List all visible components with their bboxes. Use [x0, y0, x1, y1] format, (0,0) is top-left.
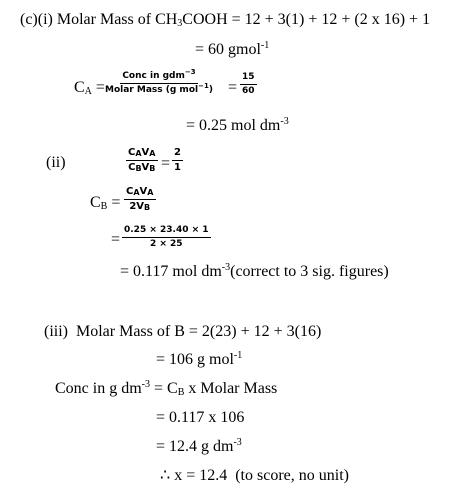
ca-lhs: $C_A$ = — [74, 79, 105, 97]
ratio-eq: = — [161, 155, 171, 172]
conc-result: = 12.4 g $dm^{-3}$ — [156, 437, 242, 455]
ca-formula-numerator: Conc in gdm$^{-3}$ — [120, 72, 197, 84]
cb-fraction: CAVA 2VB — [126, 186, 154, 212]
ca-result: = 0.25 mol $dm^{-3}$ — [186, 116, 289, 134]
part-iii-label: (iii) — [44, 323, 68, 340]
x-result: ∴ x = 12.4 (to score, no unit) — [160, 467, 349, 484]
molar-mass-b-result: = 106 g mol$^{-1}$ — [156, 350, 243, 368]
molar-mass-b-line: (iii) Molar Mass of B = 2(23) + 12 + 3(16) — [44, 323, 322, 340]
cb-result: = 0.117 mol $dm^{-3}(correct$ to 3 sig. figures) — [120, 262, 389, 280]
molar-mass-ch3cooh-line — [20, 12, 430, 28]
part-ii-label: (ii) — [46, 154, 66, 171]
ratio-value-fraction: $\frac{2}{1}$ — [174, 147, 181, 173]
ca-eq2: = — [228, 79, 238, 96]
molar-mass-result: = 60 gmol$^{-1}$ — [195, 40, 270, 58]
ca-value-fraction: $\frac{15}{60}$ — [242, 72, 255, 96]
part-c-label: (c)(i) — [20, 11, 53, 28]
conc-line: Conc in g $dm^{-3} = C_B$ x Molar Mass — [55, 379, 278, 398]
molar-mass-expression: COOH = 12 + 3(1) + 12 + (2 x 16) + 1 — [182, 11, 431, 28]
therefore-symbol: ∴ — [160, 467, 171, 484]
cb-lhs: $C_B$ = — [90, 194, 121, 212]
calc-eq: = — [111, 231, 121, 248]
calc-fraction: $\frac{0.25 \times 23.40 \times 1}{2 \times 25}$ — [124, 225, 209, 249]
ratio-fraction: CAVA CBVB — [128, 147, 156, 173]
calc-line: = 0.117 x 106 — [156, 409, 245, 426]
subscript-3: 3 — [177, 18, 183, 29]
ca-formula-fraction — [105, 68, 213, 95]
molar-mass-prefix: Molar Mass of CH — [56, 11, 178, 28]
ca-formula-denominator: Molar Mass (g mol$^{-1}$) — [105, 82, 213, 95]
